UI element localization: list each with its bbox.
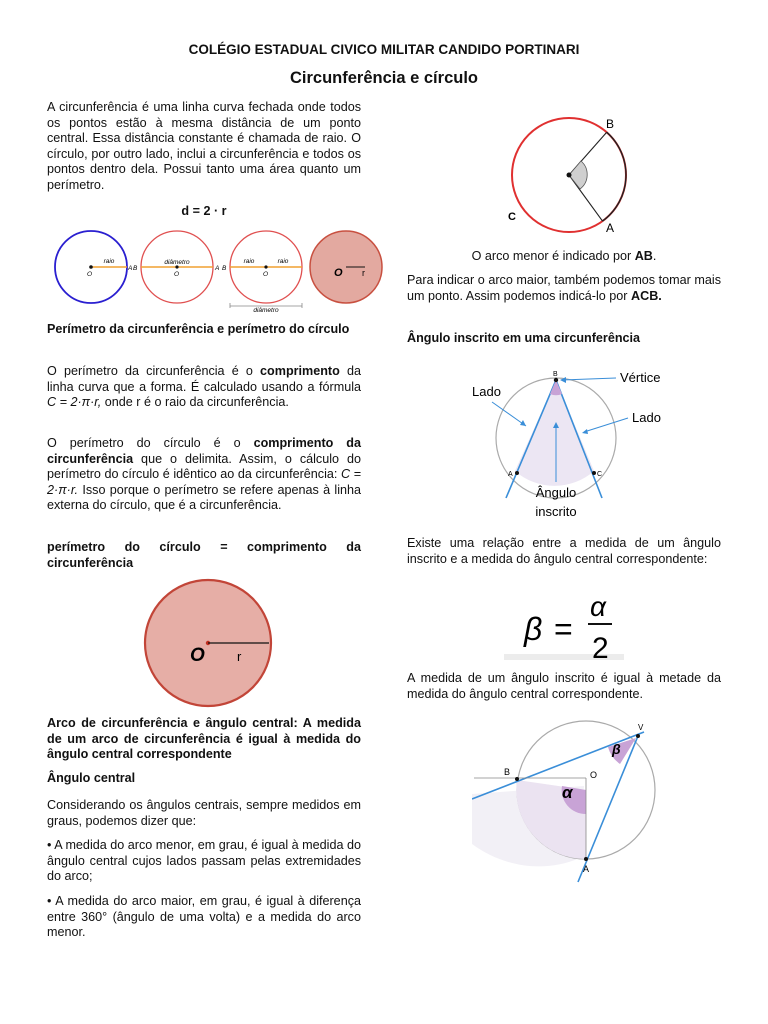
svg-text:O: O — [263, 271, 269, 278]
svg-text:A: A — [508, 471, 513, 478]
svg-text:r: r — [237, 649, 242, 664]
svg-text:B: B — [222, 265, 227, 272]
svg-text:Lado: Lado — [472, 384, 501, 399]
label-a1: A — [128, 265, 133, 272]
paragraph-arco-maior: Para indicar o arco maior, também podemos tomar mais um ponto. Assim podemos indicá-lo por ACB. — [407, 273, 721, 303]
svg-text:A: A — [606, 221, 615, 235]
svg-text:A: A — [583, 864, 590, 874]
svg-text:=: = — [554, 611, 573, 647]
svg-text:α: α — [590, 591, 606, 622]
paragraph-perimetro-circunferencia: O perímetro da circunferência é o comprimento da linha curva que a forma. É calculado usando a fórmula C = 2·π·r, onde r é o raio da circunferência. — [47, 364, 361, 410]
heading-angulo-inscrito: Ângulo inscrito em uma circunferência — [407, 331, 641, 345]
page-title: Circunferência e círculo — [290, 69, 478, 87]
svg-text:O: O — [190, 645, 205, 666]
svg-text:raio: raio — [277, 258, 289, 265]
svg-text:β: β — [524, 611, 543, 647]
svg-text:O: O — [590, 770, 598, 780]
svg-text:β: β — [612, 741, 621, 757]
label-diametro: diâmetro — [164, 259, 190, 266]
heading-perimetro: Perímetro da circunferência e perímetro do círculo — [47, 322, 350, 336]
svg-text:Vértice: Vértice — [620, 370, 661, 385]
paragraph-arco-menor: O arco menor é indicado por AB. — [471, 249, 657, 263]
bullet-arco-menor: • A medida do arco menor, em grau, é igual à medida do ângulo central cujos lados passam pelas extremidades do arco; — [47, 838, 361, 884]
inscribed-angle-figure — [460, 358, 680, 526]
svg-text:Ângulo: Ângulo — [535, 485, 577, 500]
svg-text:C: C — [597, 471, 603, 478]
label-o1: O — [87, 271, 93, 278]
svg-text:C: C — [508, 211, 516, 223]
filled-circle-figure — [140, 578, 276, 710]
svg-text:diâmetro: diâmetro — [253, 307, 279, 312]
paragraph-metade: A medida de um ângulo inscrito é igual à metade da medida do ângulo central correspondente. — [407, 671, 721, 701]
label-a2: A — [215, 265, 220, 272]
svg-text:B: B — [606, 117, 615, 131]
svg-text:Lado: Lado — [632, 410, 661, 425]
svg-text:inscrito: inscrito — [535, 504, 577, 519]
svg-text:2: 2 — [592, 632, 609, 662]
paragraph-angulos-centrais: Considerando os ângulos centrais, sempre medidos em graus, podemos dizer que: — [47, 798, 361, 828]
intro-paragraph: A circunferência é uma linha curva fechada onde todos os pontos estão à mesma distância de um ponto central. Essa distância constante é chamada de raio. O círculo, por outro lado, inclui a circunferência e todos os pontos dentro dela. Possui tanto uma área quanto um perímetro. — [47, 100, 361, 192]
beta-alpha-formula — [504, 590, 628, 662]
svg-text:B: B — [504, 767, 511, 777]
arc-figure — [498, 112, 638, 236]
heading-angulo-central: Ângulo central — [47, 771, 136, 785]
svg-text:raio: raio — [243, 258, 255, 265]
paragraph-perimetro-circulo: O perímetro do círculo é o comprimento da circunferência que o delimita. Assim, o cálculo do perímetro do círculo é idêntico ao da circunferência: C = 2·π·r. Isso porque o perímetro se refere apenas à linha externa do círculo, que é a circunferência. — [47, 436, 362, 513]
bullet-arco-maior: • A medida do arco maior, em grau, é igual à diferença entre 360° (ângulo de uma volta) e a medida do arco menor. — [47, 894, 361, 940]
diameter-formula: d = 2 · r — [181, 204, 227, 218]
paragraph-relacao: Existe uma relação entre a medida de um ângulo inscrito e a medida do ângulo central correspondente: — [407, 536, 721, 566]
svg-text:α: α — [562, 783, 573, 802]
label-o2: O — [174, 271, 180, 278]
label-b2: B — [133, 265, 138, 272]
heading-perimetro-igual: perímetro do círculo = comprimento da circunferência — [47, 540, 361, 570]
school-name: COLÉGIO ESTADUAL CIVICO MILITAR CANDIDO PORTINARI — [188, 42, 580, 57]
label-raio: raio — [103, 258, 115, 265]
svg-text:V: V — [638, 723, 644, 732]
svg-text:B: B — [553, 371, 558, 378]
central-inscribed-figure — [472, 716, 660, 884]
svg-text:O: O — [334, 267, 343, 279]
svg-text:r: r — [362, 268, 365, 278]
heading-arco: Arco de circunferência e ângulo central: A medida de um arco de circunferência é igual à medida do ângulo central correspondente — [47, 716, 361, 762]
circles-figure — [47, 226, 387, 312]
